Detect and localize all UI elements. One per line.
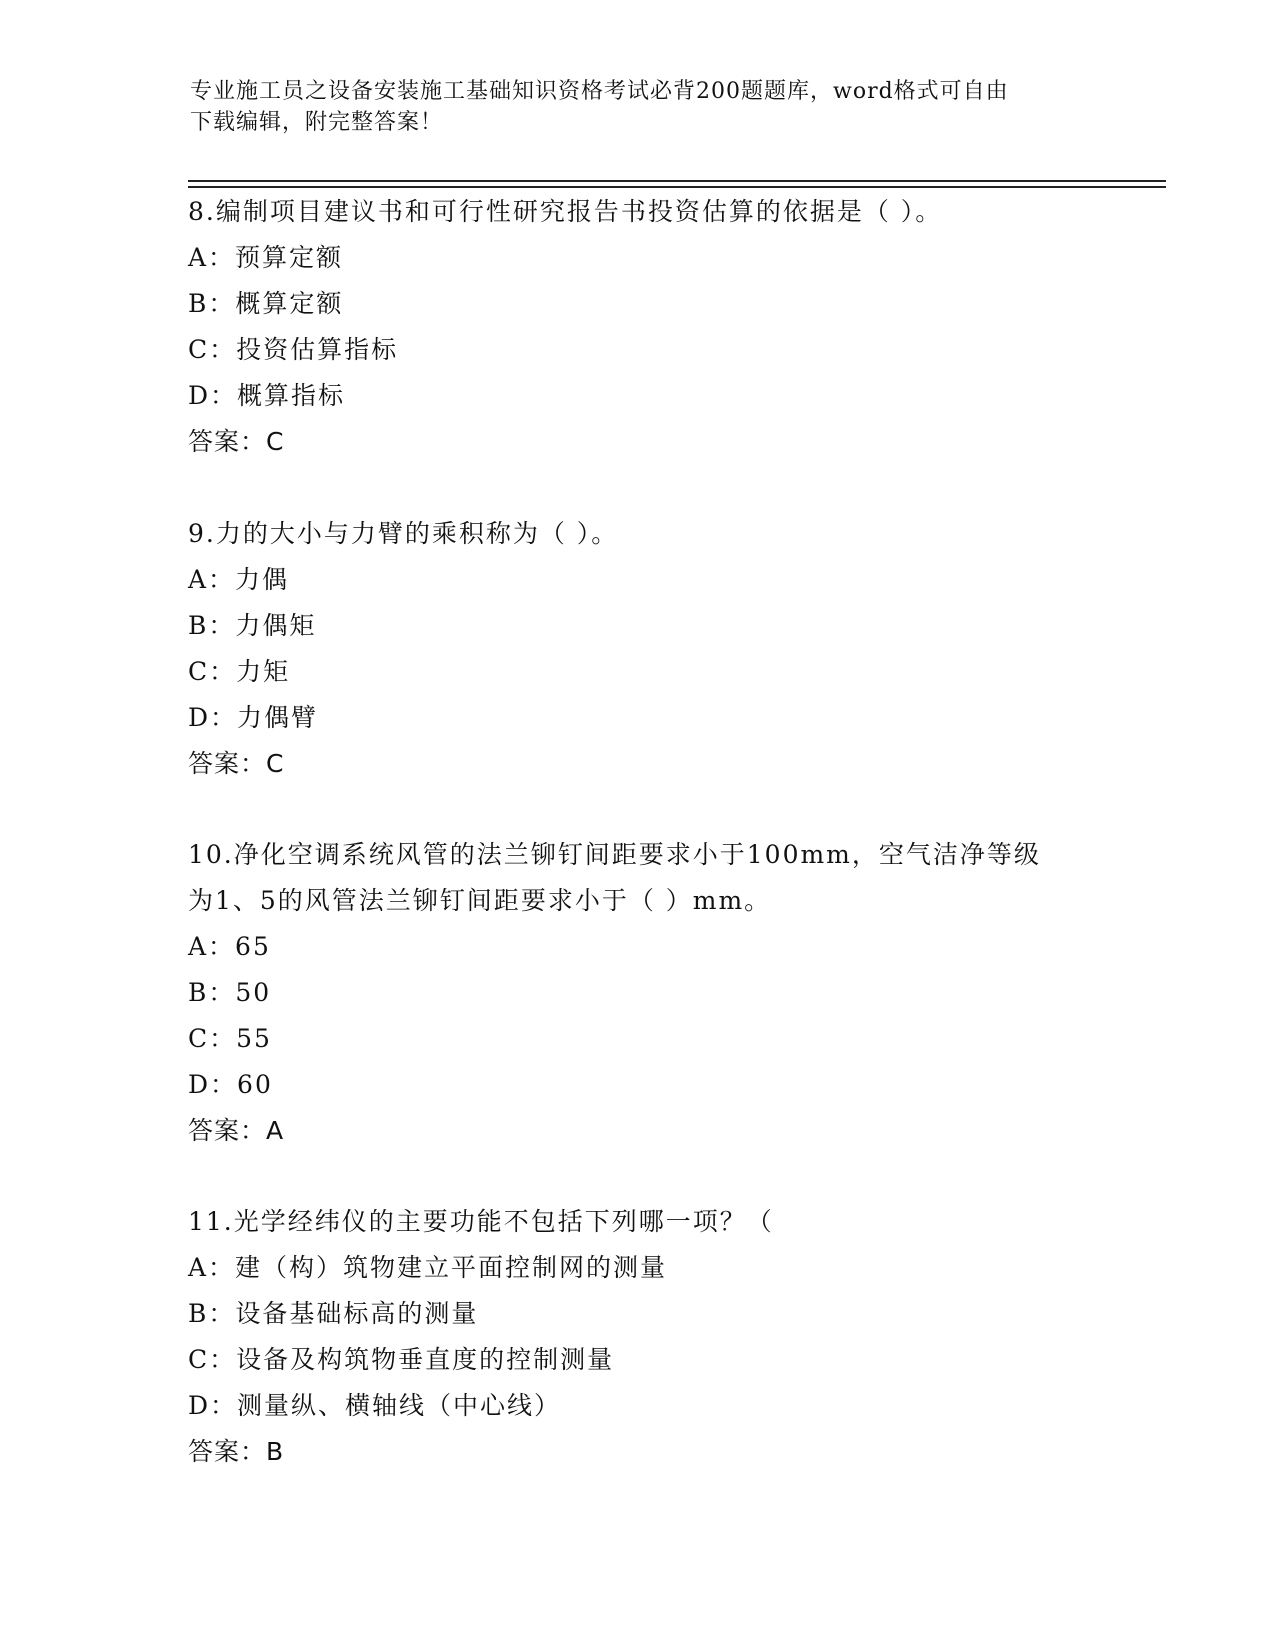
answer: 答案：B bbox=[188, 1437, 285, 1466]
header-divider-top bbox=[188, 180, 1166, 182]
header-line-2: 下载编辑，附完整答案！ bbox=[190, 110, 444, 135]
option-b: B：50 bbox=[188, 978, 272, 1007]
answer: 答案：C bbox=[188, 427, 285, 456]
question-text: 11.光学经纬仪的主要功能不包括下列哪一项？（ bbox=[188, 1207, 774, 1236]
question-text-line-2: 为1、5的风管法兰铆钉间距要求小于（ ）mm。 bbox=[188, 886, 772, 915]
question-8 bbox=[188, 189, 1088, 465]
option-a: A：预算定额 bbox=[188, 243, 344, 272]
question-text-line-1: 10.净化空调系统风管的法兰铆钉间距要求小于100mm，空气洁净等级 bbox=[188, 840, 1041, 869]
answer: 答案：C bbox=[188, 749, 285, 778]
answer: 答案：A bbox=[188, 1116, 285, 1145]
option-d: D：力偶臂 bbox=[188, 703, 319, 732]
option-d: D：测量纵、横轴线（中心线） bbox=[188, 1391, 562, 1420]
option-d: D：概算指标 bbox=[188, 381, 346, 410]
question-text: 8.编制项目建议书和可行性研究报告书投资估算的依据是（ ）。 bbox=[188, 197, 943, 226]
question-11 bbox=[188, 1199, 1088, 1475]
header-divider-bottom bbox=[188, 186, 1166, 188]
question-10 bbox=[188, 832, 1088, 1154]
option-d: D：60 bbox=[188, 1070, 273, 1099]
option-c: C：55 bbox=[188, 1024, 272, 1053]
option-a: A：建（构）筑物建立平面控制网的测量 bbox=[188, 1253, 668, 1282]
option-b: B：概算定额 bbox=[188, 289, 344, 318]
document-header bbox=[190, 76, 1090, 138]
option-b: B：设备基础标高的测量 bbox=[188, 1299, 479, 1328]
question-9 bbox=[188, 511, 1088, 787]
question-text: 9.力的大小与力臂的乘积称为（ ）。 bbox=[188, 519, 619, 548]
option-c: C：力矩 bbox=[188, 657, 291, 686]
header-line-1: 专业施工员之设备安装施工基础知识资格考试必背200题题库，word格式可自由 bbox=[190, 79, 1009, 104]
option-b: B：力偶矩 bbox=[188, 611, 317, 640]
option-c: C：投资估算指标 bbox=[188, 335, 399, 364]
option-c: C：设备及构筑物垂直度的控制测量 bbox=[188, 1345, 615, 1374]
option-a: A：65 bbox=[188, 932, 271, 961]
option-a: A：力偶 bbox=[188, 565, 290, 594]
